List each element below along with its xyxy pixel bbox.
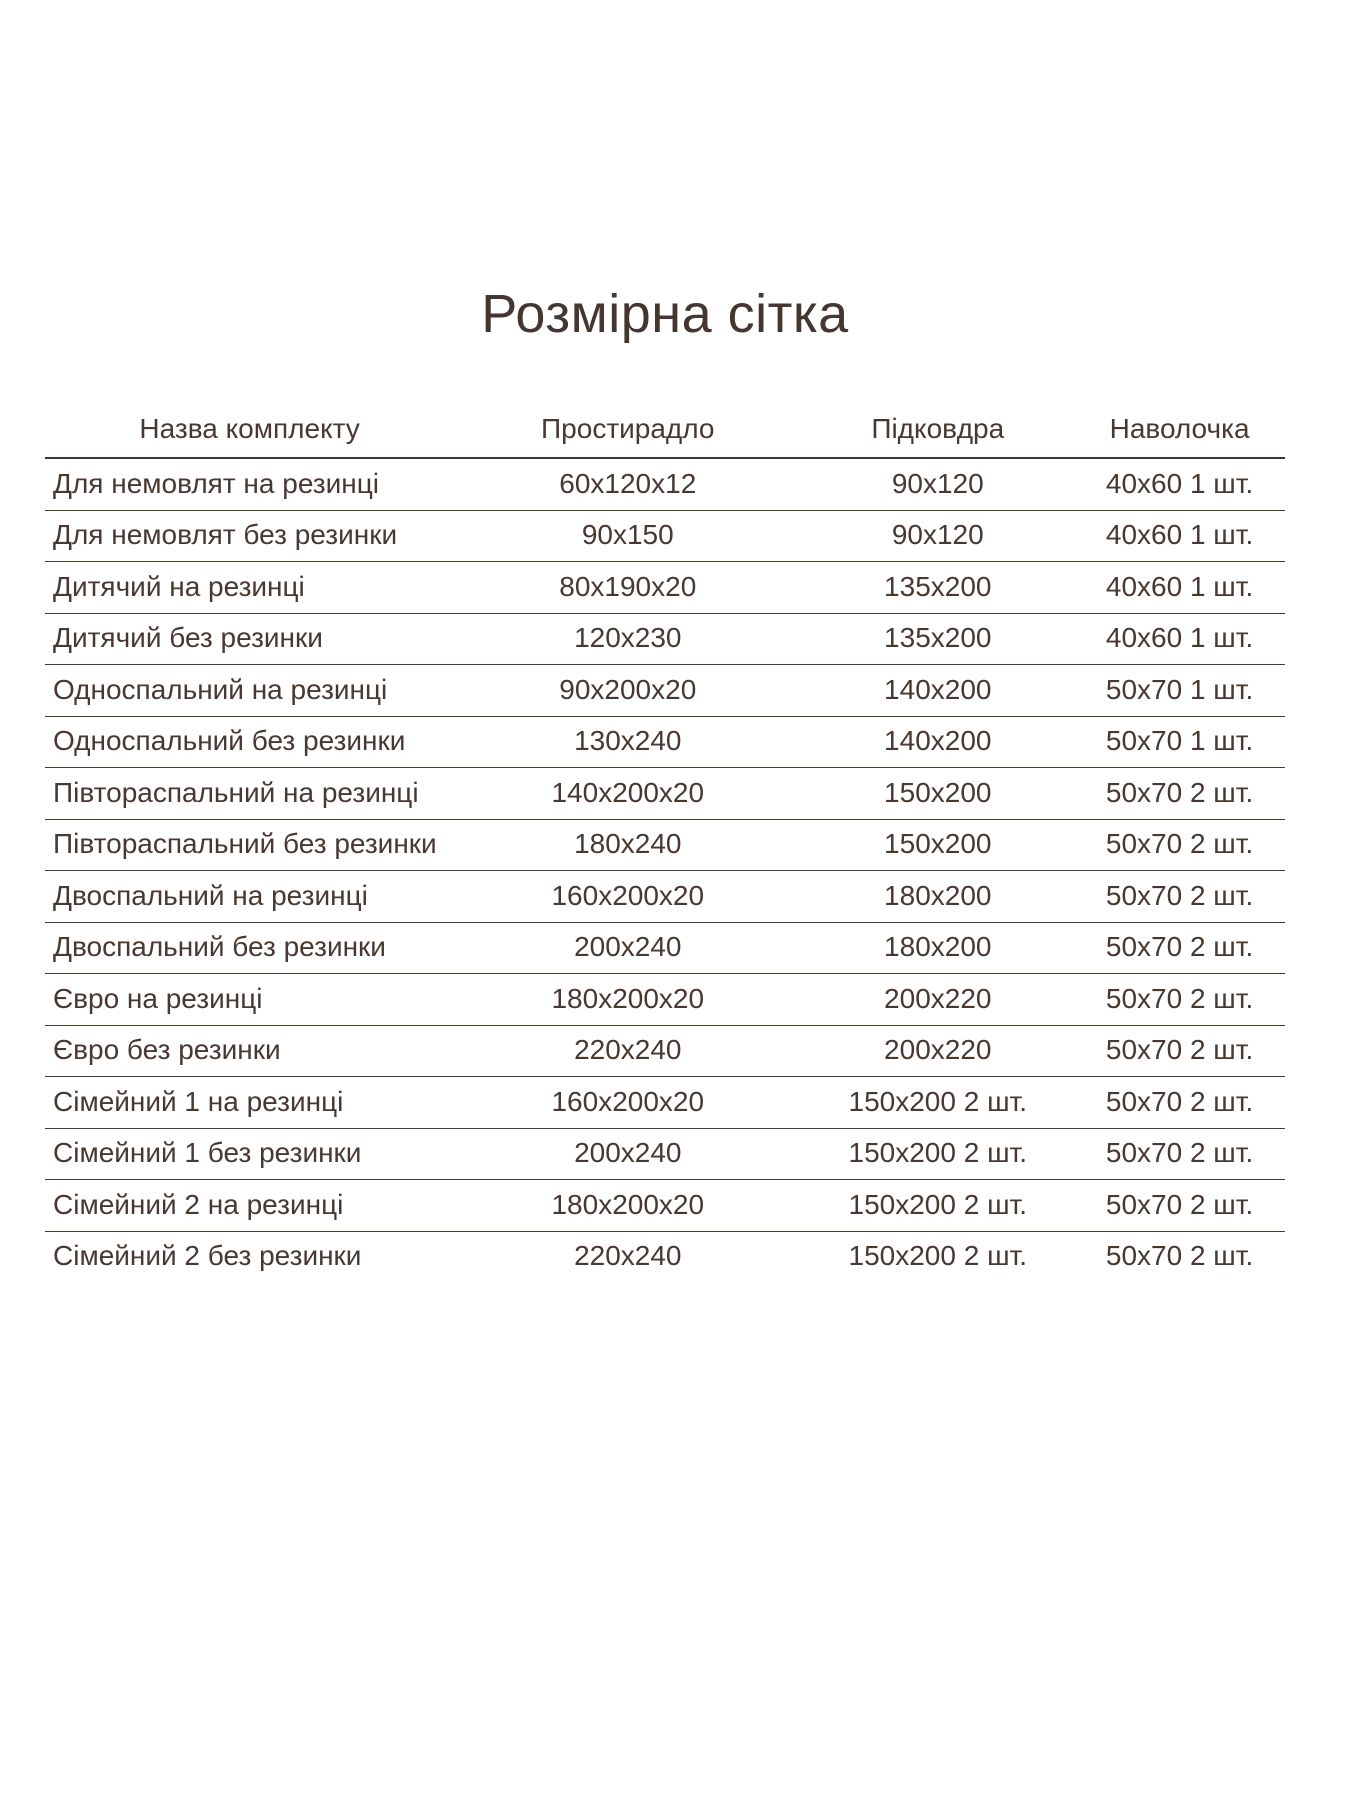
- cell-set-name: Євро на резинці: [53, 982, 263, 1014]
- cell-pillowcase: 50х70 2 шт.: [1105, 1085, 1254, 1117]
- cell-duvet: 135х200: [884, 570, 992, 602]
- cell-set-name: Односпальний без резинки: [53, 725, 406, 757]
- cell-pillowcase: 50х70 2 шт.: [1105, 1034, 1254, 1066]
- cell-sheet: 130х240: [574, 725, 682, 757]
- cell-set-name: Сімейний 1 на резинці: [53, 1085, 344, 1117]
- cell-sheet: 140х200х20: [551, 776, 705, 808]
- column-header-sheet: Простирадло: [541, 412, 715, 444]
- table-row: [45, 459, 1285, 511]
- cell-duvet: 150х200 2 шт.: [848, 1137, 1028, 1169]
- cell-set-name: Євро без резинки: [53, 1034, 281, 1066]
- cell-pillowcase: 40х60 1 шт.: [1105, 519, 1254, 551]
- cell-pillowcase: 40х60 1 шт.: [1105, 570, 1254, 602]
- cell-set-name: Односпальний на резинці: [53, 673, 388, 705]
- cell-pillowcase: 50х70 1 шт.: [1105, 725, 1254, 757]
- cell-set-name: Сімейний 2 на резинці: [53, 1188, 344, 1220]
- table-row: [45, 820, 1285, 872]
- table-row: [45, 1026, 1285, 1078]
- cell-set-name: Сімейний 1 без резинки: [53, 1137, 362, 1169]
- table-row: [45, 614, 1285, 666]
- cell-sheet: 80х190х20: [559, 570, 697, 602]
- cell-sheet: 180х240: [574, 828, 682, 860]
- table-row: [45, 562, 1285, 614]
- cell-duvet: 150х200 2 шт.: [848, 1188, 1028, 1220]
- cell-pillowcase: 50х70 2 шт.: [1105, 931, 1254, 963]
- cell-duvet: 200х220: [884, 982, 992, 1014]
- cell-sheet: 200х240: [574, 1137, 682, 1169]
- table-row: [45, 1077, 1285, 1129]
- cell-sheet: 200х240: [574, 931, 682, 963]
- table-header-row: [45, 401, 1285, 459]
- column-header-pillowcase: Наволочка: [1109, 412, 1250, 444]
- cell-set-name: Для немовлят без резинки: [53, 519, 398, 551]
- cell-pillowcase: 50х70 1 шт.: [1105, 673, 1254, 705]
- table-row: [45, 1129, 1285, 1181]
- page-title: Розмірна сітка: [481, 284, 849, 344]
- cell-duvet: 135х200: [884, 622, 992, 654]
- table-row: [45, 717, 1285, 769]
- table-row: [45, 1232, 1285, 1283]
- cell-sheet: 220х240: [574, 1034, 682, 1066]
- table-row: [45, 1180, 1285, 1232]
- cell-pillowcase: 50х70 2 шт.: [1105, 1137, 1254, 1169]
- table-row: [45, 974, 1285, 1026]
- cell-pillowcase: 50х70 2 шт.: [1105, 1240, 1254, 1272]
- cell-duvet: 140х200: [884, 673, 992, 705]
- cell-sheet: 220х240: [574, 1240, 682, 1272]
- cell-sheet: 60х120х12: [559, 467, 697, 499]
- table-row: [45, 871, 1285, 923]
- cell-duvet: 150х200 2 шт.: [848, 1085, 1028, 1117]
- cell-sheet: 160х200х20: [551, 1085, 705, 1117]
- cell-duvet: 150х200 2 шт.: [848, 1240, 1028, 1272]
- cell-sheet: 180х200х20: [551, 1188, 705, 1220]
- cell-duvet: 180х200: [884, 931, 992, 963]
- cell-duvet: 150х200: [884, 828, 992, 860]
- content-area: [45, 0, 1285, 1282]
- cell-pillowcase: 50х70 2 шт.: [1105, 828, 1254, 860]
- table-row: [45, 665, 1285, 717]
- cell-set-name: Двоспальний без резинки: [53, 931, 386, 963]
- cell-duvet: 90х120: [891, 519, 984, 551]
- cell-duvet: 90х120: [891, 467, 984, 499]
- column-header-set-name: Назва комплекту: [139, 412, 360, 444]
- cell-sheet: 180х200х20: [551, 982, 705, 1014]
- cell-pillowcase: 50х70 2 шт.: [1105, 982, 1254, 1014]
- table-row: [45, 511, 1285, 563]
- table-row: [45, 923, 1285, 975]
- cell-sheet: 160х200х20: [551, 879, 705, 911]
- cell-duvet: 150х200: [884, 776, 992, 808]
- cell-sheet: 90х200х20: [559, 673, 697, 705]
- cell-set-name: Півтораспальний на резинці: [53, 776, 419, 808]
- size-table: [45, 401, 1285, 1282]
- column-header-duvet: Підковдра: [871, 412, 1005, 444]
- cell-duvet: 200х220: [884, 1034, 992, 1066]
- cell-set-name: Дитячий без резинки: [53, 622, 323, 654]
- cell-set-name: Півтораспальний без резинки: [53, 828, 437, 860]
- cell-sheet: 90х150: [581, 519, 674, 551]
- cell-pillowcase: 40х60 1 шт.: [1105, 622, 1254, 654]
- cell-set-name: Для немовлят на резинці: [53, 467, 379, 499]
- cell-duvet: 180х200: [884, 879, 992, 911]
- cell-pillowcase: 50х70 2 шт.: [1105, 776, 1254, 808]
- cell-sheet: 120х230: [574, 622, 682, 654]
- cell-duvet: 140х200: [884, 725, 992, 757]
- cell-pillowcase: 40х60 1 шт.: [1105, 467, 1254, 499]
- cell-pillowcase: 50х70 2 шт.: [1105, 1188, 1254, 1220]
- table-row: [45, 768, 1285, 820]
- cell-set-name: Дитячий на резинці: [53, 570, 305, 602]
- cell-pillowcase: 50х70 2 шт.: [1105, 879, 1254, 911]
- cell-set-name: Двоспальний на резинці: [53, 879, 368, 911]
- cell-set-name: Сімейний 2 без резинки: [53, 1240, 362, 1272]
